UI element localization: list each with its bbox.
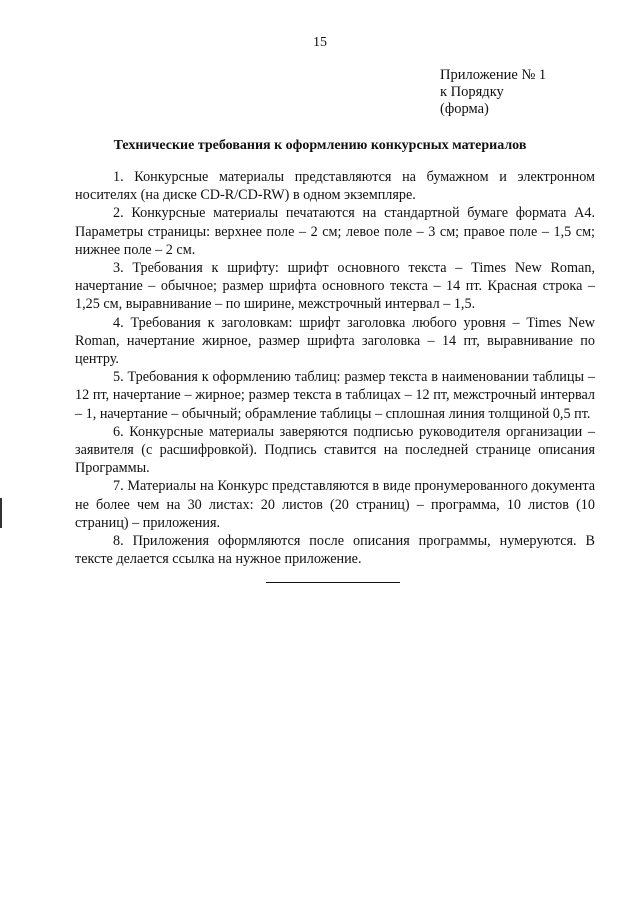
appendix-number: Приложение № 1 xyxy=(440,67,547,83)
requirement-paragraph: 2. Конкурсные материалы печатаются на стандартной бумаге формата А4. Параметры страницы: верхнее поле – 2 см; левое поле – 3 см; правое поле – 1,5 см; нижнее поле – 2 см. xyxy=(75,205,595,258)
requirement-paragraph: 7. Материалы на Конкурс представляются в виде пронумерованного документа не более чем на 30 листах: 20 листов (20 страниц) – программа, 10 листов (10 страниц) – приложения. xyxy=(75,478,595,531)
appendix-reference: к Порядку xyxy=(440,84,504,100)
requirement-paragraph: 8. Приложения оформляются после описания программы, нумеруются. В тексте делается ссылка на нужное приложение. xyxy=(75,533,595,568)
requirements-list xyxy=(75,168,595,568)
scan-margin-mark xyxy=(0,498,2,528)
requirement-paragraph: 1. Конкурсные материалы представляются на бумажном и электронном носителях (на диске CD-R/CD-RW) в одном экземпляре. xyxy=(75,169,595,204)
requirement-paragraph: 6. Конкурсные материалы заверяются подписью руководителя организации – заявителя (с расшифровкой). Подпись ставится на последней странице описания Программы. xyxy=(75,423,595,477)
requirement-paragraph: 4. Требования к заголовкам: шрифт заголовка любого уровня – Times New Roman, начертание жирное, размер шрифта заголовка – 14 пт, выравнивание по центру. xyxy=(75,314,595,368)
appendix-header xyxy=(440,67,546,118)
document-title: Технические требования к оформлению конкурсных материалов xyxy=(113,138,527,153)
requirement-paragraph: 3. Требования к шрифту: шрифт основного текста – Times New Roman, начертание – обычное; размер шрифта основного текста – 14 пт. Красная строка – 1,25 см, выравнивание – по ширине, межстрочный интервал – 1,5. xyxy=(75,260,595,313)
requirement-paragraph: 5. Требования к оформлению таблиц: размер текста в наименовании таблицы – 12 пт, начертание – жирное; размер текста в таблицах – 12 пт, межстрочный интервал – 1, начертание – обычный; обрамление таблицы – сплошная линия толщиной 0,5 пт. xyxy=(75,369,595,422)
appendix-form-note: (форма) xyxy=(440,101,489,117)
end-divider-line xyxy=(266,582,400,583)
page-number: 15 xyxy=(313,35,327,50)
